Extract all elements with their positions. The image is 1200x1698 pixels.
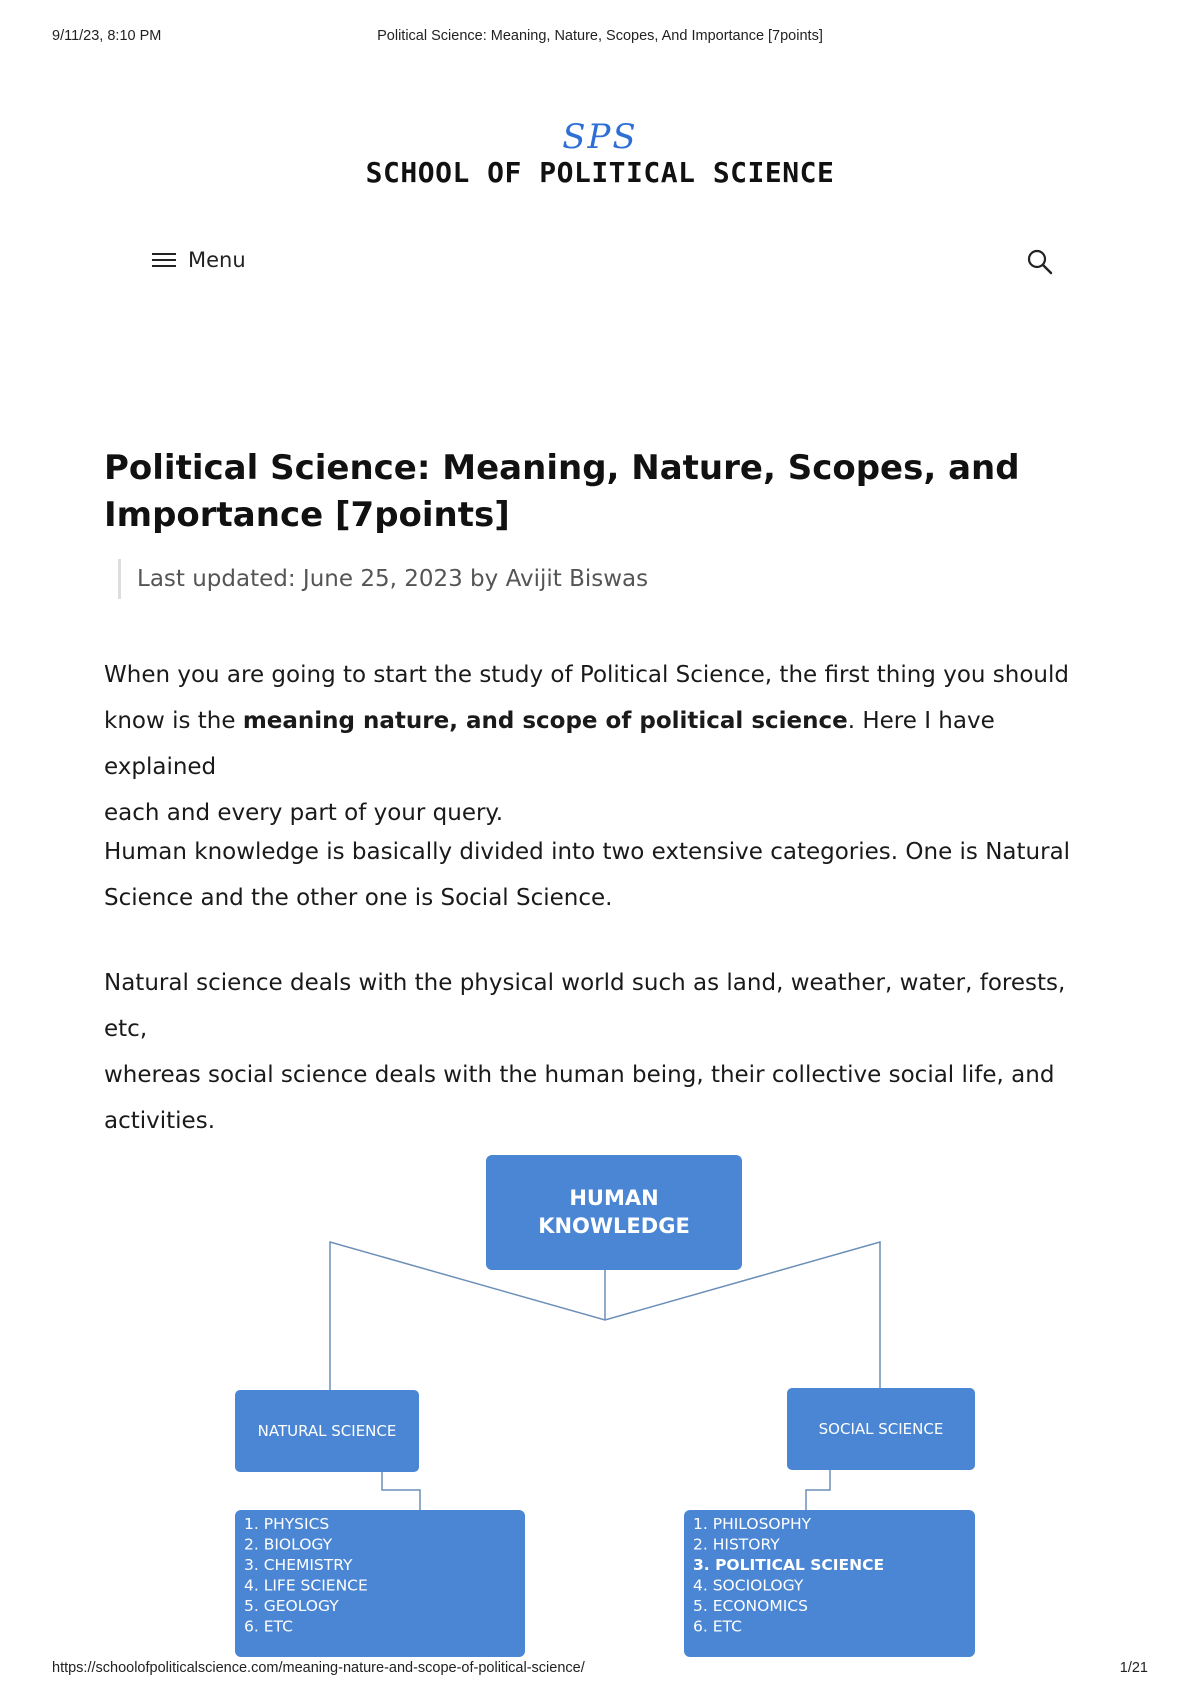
search-icon[interactable] <box>1026 248 1054 276</box>
knowledge-diagram <box>230 1150 980 1636</box>
social-science-item: 6. ETC <box>693 1617 742 1636</box>
p1-line-2-start: know is the <box>104 708 243 734</box>
p2-line-1: Human knowledge is basically divided into two extensive categories. One is Natural <box>104 839 1071 865</box>
p3-line-2: whereas social science deals with the human being, their collective social life, and <box>104 1062 1055 1088</box>
natural-science-item: 1. PHYSICS <box>244 1515 330 1533</box>
social-science-title: SOCIAL SCIENCE <box>818 1420 944 1438</box>
p1-line-1: When you are going to start the study of Political Science, the first thing you should <box>104 662 1069 688</box>
print-datetime: 9/11/23, 8:10 PM <box>52 28 162 44</box>
natural-social-paragraph <box>104 960 1104 1144</box>
natural-science-item: 4. LIFE SCIENCE <box>244 1576 368 1595</box>
article-meta: Last updated: June 25, 2023 by Avijit Biswas <box>118 559 1104 599</box>
print-url: https://schoolofpoliticalscience.com/meaning-nature-and-scope-of-political-science/ <box>52 1660 585 1676</box>
natural-science-item: 2. BIOLOGY <box>244 1535 333 1554</box>
article <box>104 445 1104 1134</box>
social-science-item: 3. POLITICAL SCIENCE <box>693 1556 885 1574</box>
print-page-title: Political Science: Meaning, Nature, Scopes, And Importance [7points] <box>377 28 823 44</box>
root-label-line-1: HUMAN <box>569 1186 659 1210</box>
p1-bold-phrase: meaning nature, and scope of political science <box>242 708 848 734</box>
natural-science-item: 6. ETC <box>244 1617 293 1636</box>
social-science-item: 5. ECONOMICS <box>693 1597 808 1615</box>
p3-line-3: activities. <box>104 1108 216 1134</box>
logo-mark: SPS <box>562 117 638 157</box>
social-science-item: 2. HISTORY <box>693 1535 780 1554</box>
site-logo[interactable] <box>0 118 1200 190</box>
social-science-item: 4. SOCIOLOGY <box>693 1576 804 1595</box>
logo-name: SCHOOL OF POLITICAL SCIENCE <box>365 156 835 189</box>
print-page-number: 1/21 <box>1119 1660 1148 1676</box>
main-navigation <box>152 248 1052 280</box>
article-title-line-1: Political Science: Meaning, Nature, Scopes, and <box>104 448 1020 488</box>
natural-science-item: 3. CHEMISTRY <box>244 1556 353 1574</box>
natural-science-item: 5. GEOLOGY <box>244 1597 339 1615</box>
p1-line-2-end: . Here I have explained <box>104 708 995 780</box>
p3-line-1: Natural science deals with the physical world such as land, weather, water, forests, etc, <box>104 970 1066 1042</box>
p2-line-2: Science and the other one is Social Science. <box>104 885 613 911</box>
article-title <box>104 445 1104 539</box>
p1-line-3: each and every part of your query. <box>104 800 504 826</box>
knowledge-paragraph <box>104 829 1104 921</box>
natural-science-title: NATURAL SCIENCE <box>257 1422 397 1440</box>
social-science-item: 1. PHILOSOPHY <box>693 1515 812 1533</box>
root-box <box>486 1155 742 1270</box>
intro-paragraph <box>104 652 1104 836</box>
menu-button[interactable] <box>152 248 246 272</box>
menu-label: Menu <box>188 248 246 272</box>
root-label-line-2: KNOWLEDGE <box>538 1214 690 1238</box>
article-title-line-2: Importance [7points] <box>104 495 510 535</box>
hamburger-icon <box>152 251 176 269</box>
